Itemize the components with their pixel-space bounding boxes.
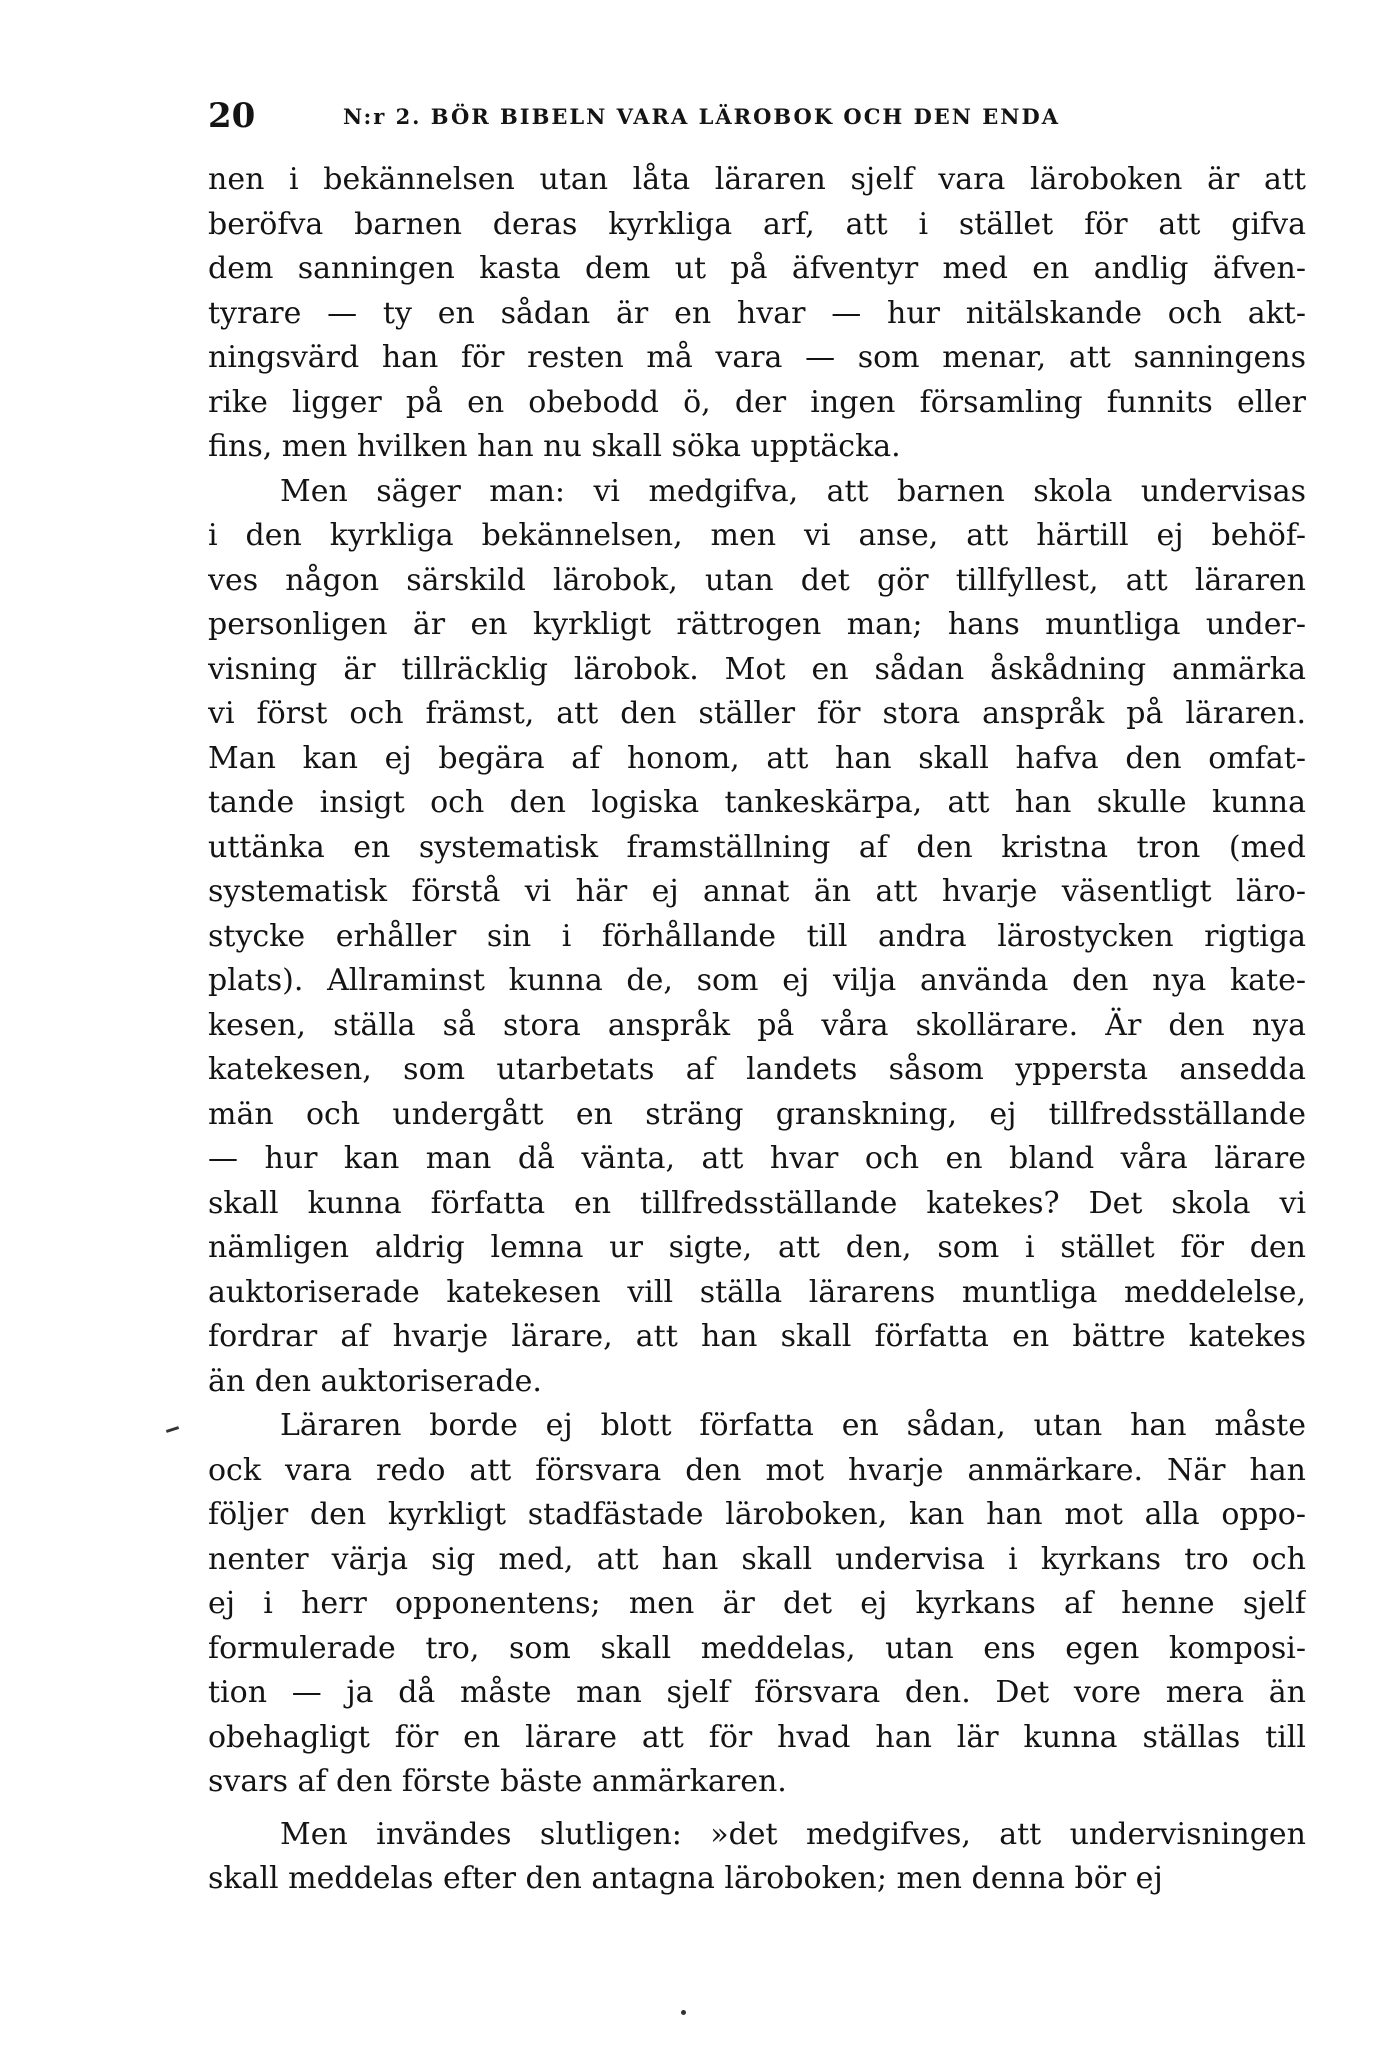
paragraph — [208, 1813, 1306, 1902]
text-line: skall kunna författa en tillfredsställande katekes? Det skola vi — [208, 1185, 1306, 1221]
text-line: uttänka en systematisk framställning af den kristna tron (med — [208, 829, 1306, 865]
text-line: beröfva barnen deras kyrkliga arf, att i stället för att gifva — [208, 206, 1306, 242]
text-line: dem sanningen kasta dem ut på äfventyr med en andlig äfven- — [208, 251, 1306, 286]
text-line: rike ligger på en obebodd ö, der ingen församling funnits eller — [208, 384, 1306, 420]
text-line: vi först och främst, att den ställer för stora anspråk på läraren. — [208, 696, 1306, 731]
running-head — [208, 96, 1308, 136]
text-line: följer den kyrkligt stadfästade läroboken, kan han mot alla oppo- — [208, 1497, 1306, 1532]
running-title: N:r 2. BÖR BIBELN VARA LÄROBOK OCH DEN ENDA — [343, 104, 1061, 129]
text-line: — hur kan man då vänta, att hvar och en bland våra lärare — [208, 1141, 1306, 1176]
text-line: Läraren borde ej blott författa en sådan, utan han måste — [280, 1408, 1306, 1443]
text-line: katekesen, som utarbetats af landets såsom yppersta ansedda — [208, 1052, 1306, 1087]
body-text — [208, 158, 1306, 1902]
text-line: personligen är en kyrkligt rättrogen man; hans muntliga under- — [208, 607, 1306, 642]
text-line: systematisk förstå vi här ej annat än att hvarje väsentligt läro- — [208, 874, 1306, 909]
text-line: visning är tillräcklig lärobok. Mot en sådan åskådning anmärka — [208, 651, 1306, 687]
text-line: Men invändes slutligen: »det medgifves, att undervisningen — [280, 1816, 1306, 1852]
paragraph-gap — [208, 1805, 1306, 1813]
text-line: nen i bekännelsen utan låta läraren sjelf vara läroboken är att — [208, 162, 1306, 197]
text-line: än den auktoriserade. — [208, 1363, 542, 1399]
text-line: stycke erhåller sin i förhållande till andra lärostycken rigtiga — [208, 918, 1306, 954]
text-line: tion — ja då måste man sjelf försvara den. Det vore mera än — [208, 1675, 1306, 1710]
text-line: fins, men hvilken han nu skall söka upptäcka. — [208, 429, 901, 464]
text-line: svars af den förste bäste anmärkaren. — [208, 1764, 787, 1799]
margin-mark — [166, 1426, 179, 1433]
text-line: nämligen aldrig lemna ur sigte, att den, som i stället för den — [208, 1230, 1306, 1265]
text-line: Men säger man: vi medgifva, att barnen skola undervisas — [280, 473, 1306, 509]
page-number: 20 — [208, 96, 256, 136]
page-foot-dot — [681, 2010, 686, 2015]
text-line: ves någon särskild lärobok, utan det gör tillfyllest, att läraren — [208, 562, 1306, 598]
paragraph — [208, 1404, 1306, 1805]
text-line: skall meddelas efter den antagna läroboken; men denna bör ej — [208, 1861, 1163, 1896]
paragraph — [208, 158, 1306, 470]
text-line: män och undergått en sträng granskning, ej tillfredsställande — [208, 1096, 1306, 1132]
text-line: auktoriserade katekesen vill ställa lärarens muntliga meddelelse, — [208, 1274, 1306, 1310]
text-line: obehagligt för en lärare att för hvad han lär kunna ställas till — [208, 1719, 1306, 1755]
text-line: ej i herr opponentens; men är det ej kyrkans af henne sjelf — [208, 1586, 1306, 1621]
text-line: plats). Allraminst kunna de, som ej vilja använda den nya kate- — [208, 963, 1306, 998]
text-line: fordrar af hvarje lärare, att han skall författa en bättre katekes — [208, 1319, 1306, 1354]
text-line: tande insigt och den logiska tankeskärpa, att han skulle kunna — [208, 785, 1306, 820]
paragraph — [208, 470, 1306, 1405]
text-line: ningsvärd han för resten må vara — som menar, att sanningens — [208, 340, 1306, 375]
text-line: kesen, ställa så stora anspråk på våra skollärare. Är den nya — [208, 1007, 1306, 1043]
text-line: Man kan ej begära af honom, att han skall hafva den omfat- — [208, 740, 1306, 776]
text-line: formulerade tro, som skall meddelas, utan ens egen komposi- — [208, 1630, 1306, 1666]
text-line: tyrare — ty en sådan är en hvar — hur nitälskande och akt- — [208, 295, 1306, 331]
text-line: ock vara redo att försvara den mot hvarje anmärkare. När han — [208, 1452, 1306, 1488]
text-line: i den kyrkliga bekännelsen, men vi anse, att härtill ej behöf- — [208, 518, 1306, 553]
text-line: nenter värja sig med, att han skall undervisa i kyrkans tro och — [208, 1541, 1306, 1577]
